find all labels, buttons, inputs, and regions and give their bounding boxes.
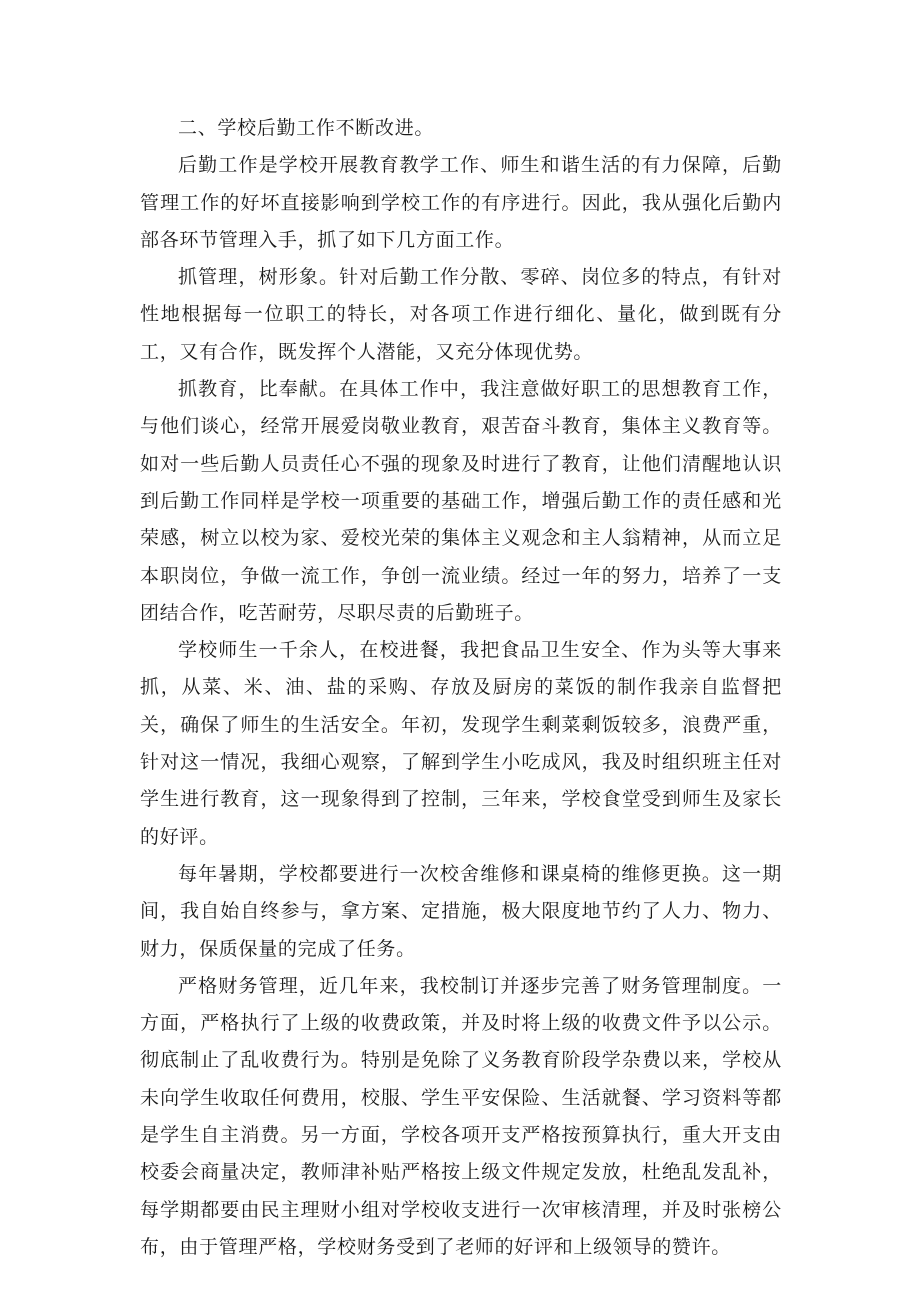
paragraph-finance: 严格财务管理，近几年来，我校制订并逐步完善了财务管理制度。一方面，严格执行了上级的收费政策，并及时将上级的收费文件予以公示。彻底制止了乱收费行为。特别是免除了义务教育阶段学杂费以来，学校从未向学生收取任何费用，校服、学生平安保险、生活就餐、学习资料等都是学生自主消费。另一方面，学校各项开支严格按预算执行，重大开支由校委会商量决定，教师津补贴严格按上级文件规定发放，杜绝乱发乱补，每学期都要由民主理财小组对学校收支进行一次审核清理，并及时张榜公布，由于管理严格，学校财务受到了老师的好评和上级领导的赞许。 bbox=[140, 974, 782, 1258]
paragraph-management: 抓管理，树形象。针对后勤工作分散、零碎、岗位多的特点，有针对性地根据每一位职工的特长，对各项工作进行细化、量化，做到既有分工，又有合作，既发挥个人潜能，又充分体现优势。 bbox=[140, 266, 782, 363]
paragraph-food-safety: 学校师生一千余人，在校进餐，我把食品卫生安全、作为头等大事来抓，从菜、米、油、盐的采购、存放及厨房的菜饭的制作我亲自监督把关，确保了师生的生活安全。年初，发现学生剩菜剩饭较多，浪费严重，针对这一情况，我细心观察，了解到学生小吃成风，我及时组织班主任对学生进行教育，这一现象得到了控制，三年来，学校食堂受到师生及家长的好评。 bbox=[140, 639, 782, 848]
paragraph-education: 抓教育，比奉献。在具体工作中，我注意做好职工的思想教育工作，与他们谈心，经常开展爱岗敬业教育，艰苦奋斗教育，集体主义教育等。如对一些后勤人员责任心不强的现象及时进行了教育，让他们清醒地认识到后勤工作同样是学校一项重要的基础工作，增强后勤工作的责任感和光荣感，树立以校为家、爱校光荣的集体主义观念和主人翁精神，从而立足本职岗位，争做一流工作，争创一流业绩。经过一年的努力，培养了一支团结合作，吃苦耐劳，尽职尽责的后勤班子。 bbox=[140, 378, 782, 624]
section-heading: 二、学校后勤工作不断改进。 bbox=[178, 117, 435, 139]
document-body bbox=[140, 110, 782, 1266]
paragraph-intro: 后勤工作是学校开展教育教学工作、师生和谐生活的有力保障，后勤管理工作的好坏直接影响到学校工作的有序进行。因此，我从强化后勤内部各环节管理入手，抓了如下几方面工作。 bbox=[140, 154, 782, 251]
paragraph-maintenance: 每年暑期，学校都要进行一次校舍维修和课桌椅的维修更换。这一期间，我自始自终参与，拿方案、定措施，极大限度地节约了人力、物力、财力，保质保量的完成了任务。 bbox=[140, 862, 782, 960]
